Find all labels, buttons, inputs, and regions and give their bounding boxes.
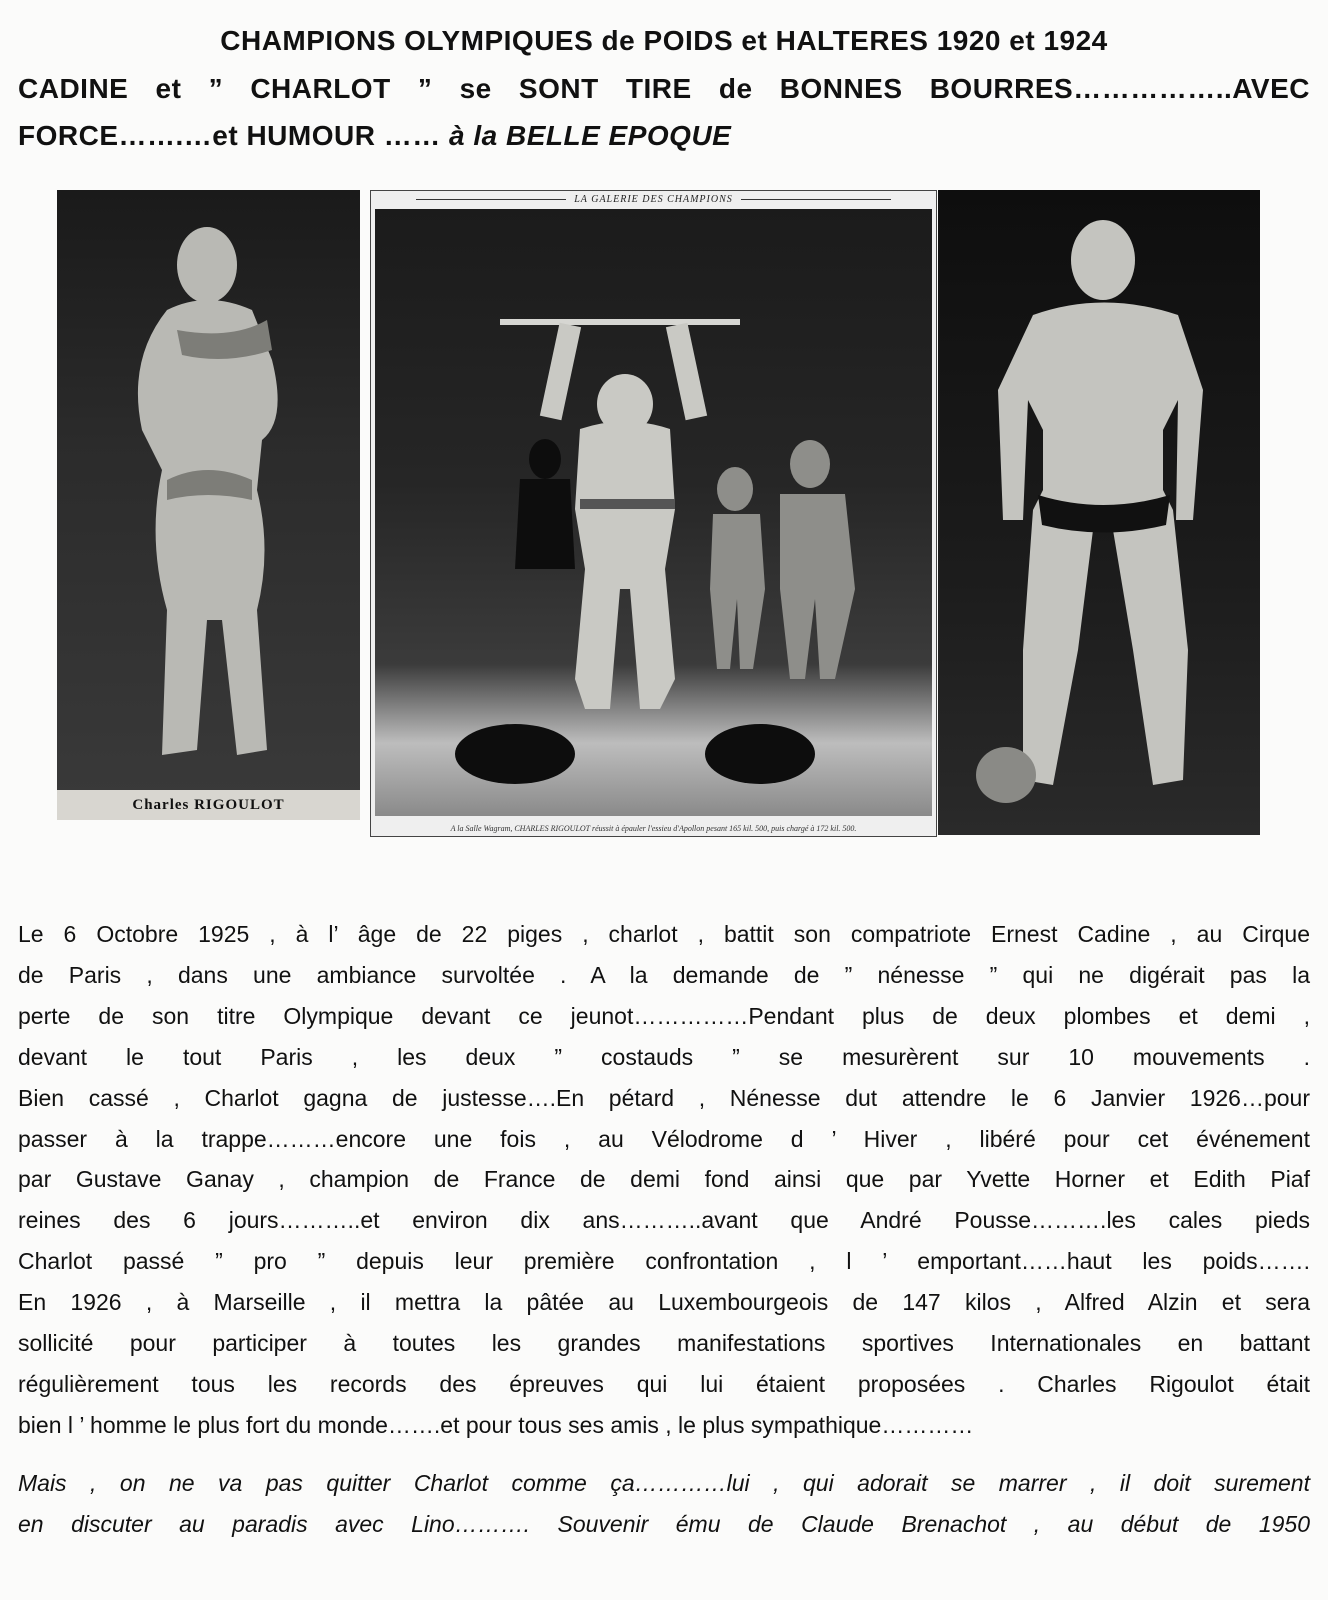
strongman-figure-left — [57, 190, 360, 790]
gallery-caption: A la Salle Wagram, CHARLES RIGOULOT réussit à épauler l'essieu d'Apollon pesant 165 kil. 500, puis chargé à 172 kil. 500. — [450, 824, 857, 833]
strongman-figure-right — [938, 190, 1260, 835]
lift-scene — [375, 209, 932, 816]
photo-gallery-lift — [370, 190, 937, 837]
article-line: sollicité pour participer à toutes les grandes manifestations sportives Internationales en battant — [18, 1330, 1310, 1357]
article-line: Charlot passé ” pro ” depuis leur première confrontation , l ’ emportant……haut les poids……. — [18, 1248, 1310, 1275]
caption-rigoulot: Charles RIGOULOT — [57, 790, 360, 820]
article-line: perte de son titre Olympique devant ce jeunot……………Pendant plus de deux plombes et demi , — [18, 1002, 1310, 1029]
title-line-3-italic: à la BELLE EPOQUE — [449, 120, 732, 151]
title-line-2: CADINE et ” CHARLOT ” se SONT TIRE de BONNES BOURRES……………..AVEC — [18, 73, 1310, 104]
article-line: Bien cassé , Charlot gagna de justesse….En pétard , Nénesse dut attendre le 6 Janvier 1926…pour — [18, 1084, 1310, 1111]
article-line: par Gustave Ganay , champion de France de demi fond ainsi que par Yvette Horner et Edith Piaf — [18, 1166, 1310, 1193]
photo-rigoulot-portrait — [57, 190, 360, 820]
article-line: bien l ’ homme le plus fort du monde…….et pour tous ses amis , le plus sympathique………… — [18, 1411, 974, 1438]
closing-line-2: en discuter au paradis avec Lino………. Souvenir ému de Claude Brenachot , au début de 1950 — [18, 1511, 1310, 1537]
title-line-1: CHAMPIONS OLYMPIQUES de POIDS et HALTERES 1920 et 1924 — [220, 25, 1108, 56]
article-line: devant le tout Paris , les deux ” costauds ” se mesurèrent sur 10 mouvements . — [18, 1043, 1310, 1070]
article-line: reines des 6 jours………..et environ dix ans………..avant que André Pousse……….les cales pieds — [18, 1207, 1310, 1234]
closing-paragraph — [18, 1463, 1310, 1545]
weightlifter-figure — [375, 209, 932, 816]
article-body — [18, 914, 1310, 1446]
closing-line-1: Mais , on ne va pas quitter Charlot comme ça…………lui , qui adorait se marrer , il doit surement — [18, 1470, 1310, 1496]
article-line: passer à la trappe………encore une fois , au Vélodrome d ’ Hiver , libéré pour cet événement — [18, 1125, 1310, 1152]
photo-cadine-portrait — [938, 190, 1260, 835]
article-line: En 1926 , à Marseille , il mettra la pâtée au Luxembourgeois de 147 kilos , Alfred Alzin et sera — [18, 1289, 1310, 1316]
article-line: de Paris , dans une ambiance survoltée . A la demande de ” nénesse ” qui ne digérait pas la — [18, 961, 1310, 988]
article-line: Le 6 Octobre 1925 , à l’ âge de 22 piges , charlot , battit son compatriote Ernest Cadine , au Cirque — [18, 921, 1310, 947]
article-line: régulièrement tous les records des épreuves qui lui étaient proposées . Charles Rigoulot était — [18, 1370, 1310, 1397]
title-line-3-main: FORCE…….…et HUMOUR …… — [18, 120, 449, 151]
gallery-header: LA GALERIE DES CHAMPIONS — [371, 194, 936, 205]
title-line-3 — [18, 119, 1310, 153]
